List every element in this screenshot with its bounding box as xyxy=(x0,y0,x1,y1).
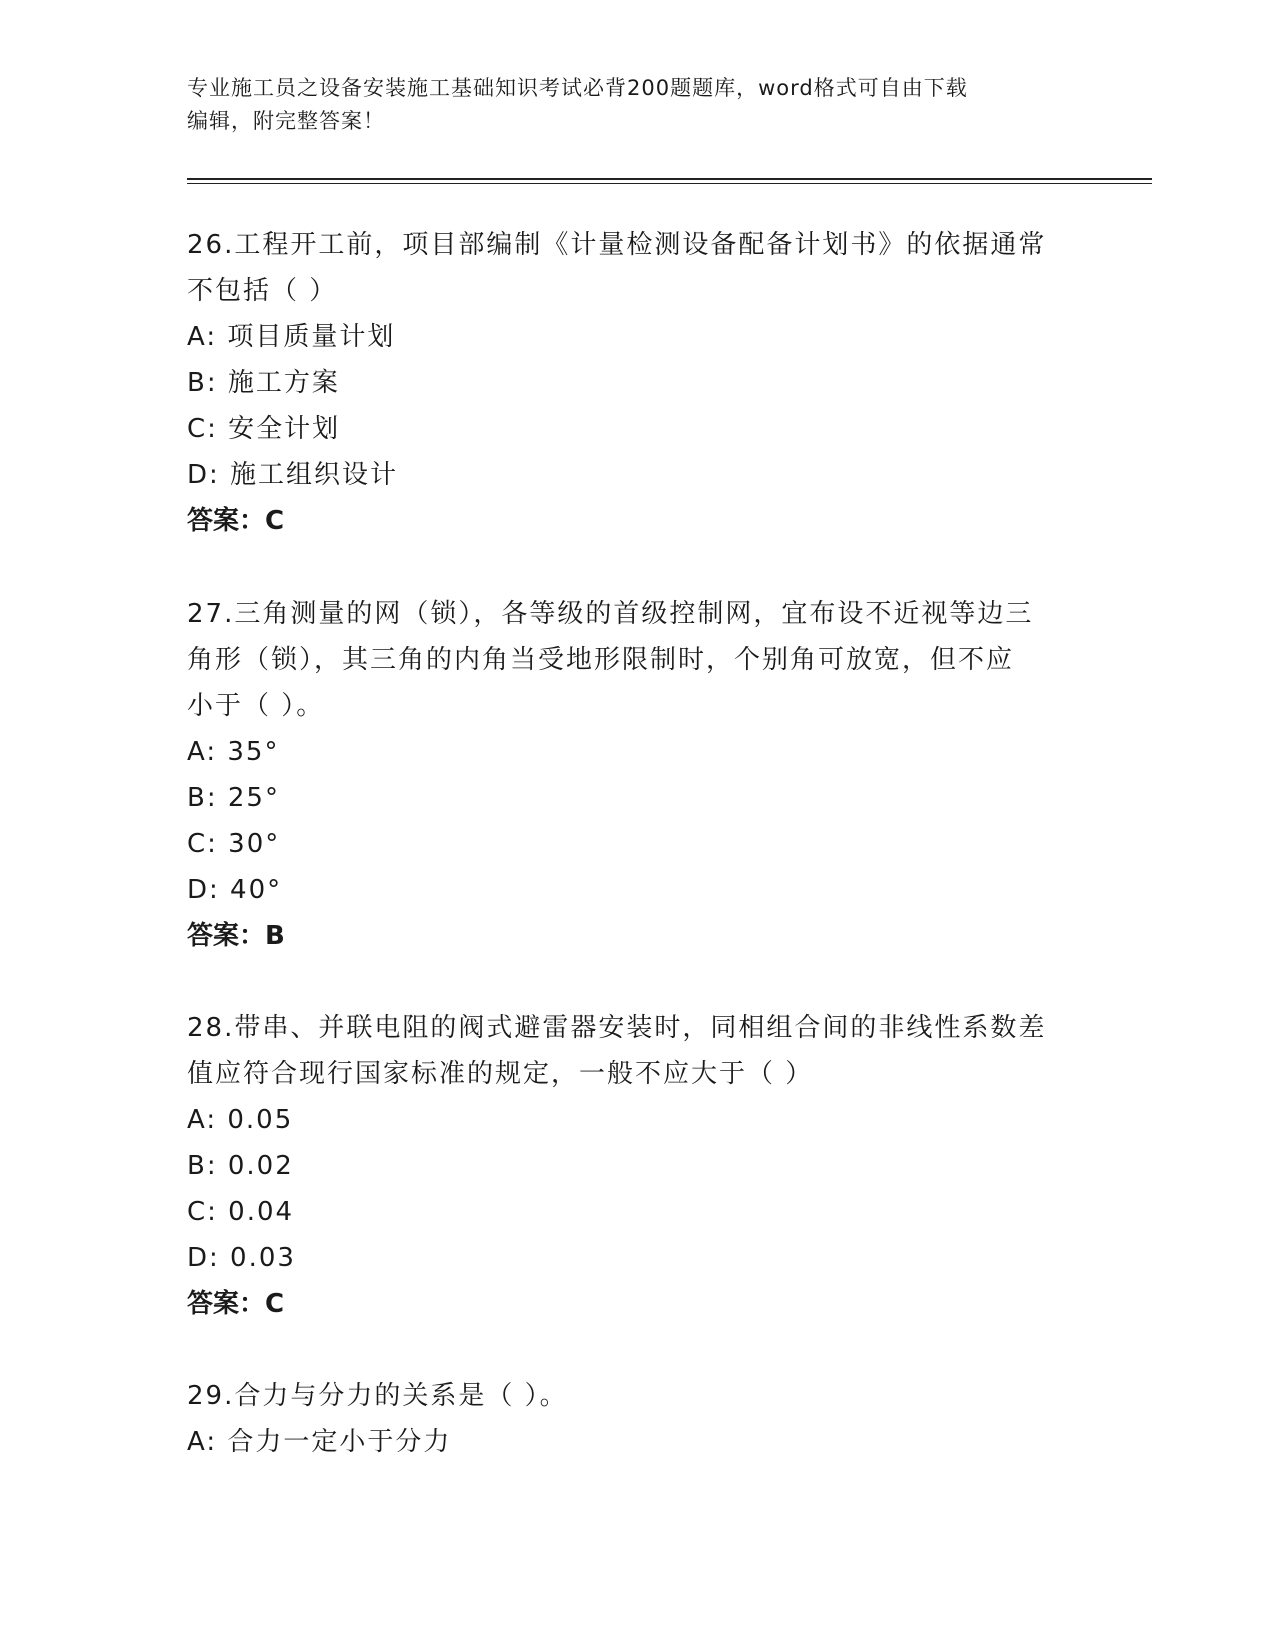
question-27 xyxy=(187,591,1077,959)
option-a: A: 0.05 xyxy=(187,1105,294,1135)
document-header xyxy=(187,72,1067,138)
answer: 答案：B xyxy=(187,921,285,951)
answer: 答案：C xyxy=(187,506,285,536)
option-c: C: 0.04 xyxy=(187,1197,295,1227)
question-stem xyxy=(187,591,1077,729)
question-26 xyxy=(187,222,1077,544)
question-28 xyxy=(187,1005,1077,1327)
question-stem xyxy=(187,222,1077,314)
option-b: B: 0.02 xyxy=(187,1151,294,1181)
option-d: D: 40° xyxy=(187,875,283,905)
answer: 答案：C xyxy=(187,1289,285,1319)
option-b: B: 施工方案 xyxy=(187,368,340,398)
header-divider-thick xyxy=(187,178,1152,180)
stem-line: 26.工程开工前，项目部编制《计量检测设备配备计划书》的依据通常 xyxy=(187,230,1047,260)
stem-line: 角形（锁），其三角的内角当受地形限制时，个别角可放宽，但不应 xyxy=(187,645,1015,675)
question-stem xyxy=(187,1005,1077,1097)
header-line-2: 编辑，附完整答案！ xyxy=(187,109,385,133)
stem-line: 27.三角测量的网（锁），各等级的首级控制网，宜布设不近视等边三 xyxy=(187,599,1034,629)
option-a: A: 项目质量计划 xyxy=(187,322,396,352)
option-d: D: 施工组织设计 xyxy=(187,460,399,490)
stem-line: 28.带串、并联电阻的阀式避雷器安装时，同相组合间的非线性系数差 xyxy=(187,1013,1047,1043)
question-29 xyxy=(187,1373,1077,1465)
stem-line: 29.合力与分力的关系是（ ）。 xyxy=(187,1381,568,1411)
option-c: C: 30° xyxy=(187,829,281,859)
stem-line: 不包括（ ） xyxy=(187,276,338,306)
header-line-1: 专业施工员之设备安装施工基础知识考试必背200题题库，word格式可自由下载 xyxy=(187,76,968,100)
option-c: C: 安全计划 xyxy=(187,414,341,444)
stem-line: 值应符合现行国家标准的规定，一般不应大于（ ） xyxy=(187,1059,814,1089)
option-a: A: 合力一定小于分力 xyxy=(187,1427,452,1457)
option-d: D: 0.03 xyxy=(187,1243,296,1273)
option-a: A: 35° xyxy=(187,737,280,767)
option-b: B: 25° xyxy=(187,783,280,813)
header-divider-thin xyxy=(187,183,1152,184)
question-stem xyxy=(187,1373,1077,1419)
stem-line: 小于（ ）。 xyxy=(187,691,325,721)
